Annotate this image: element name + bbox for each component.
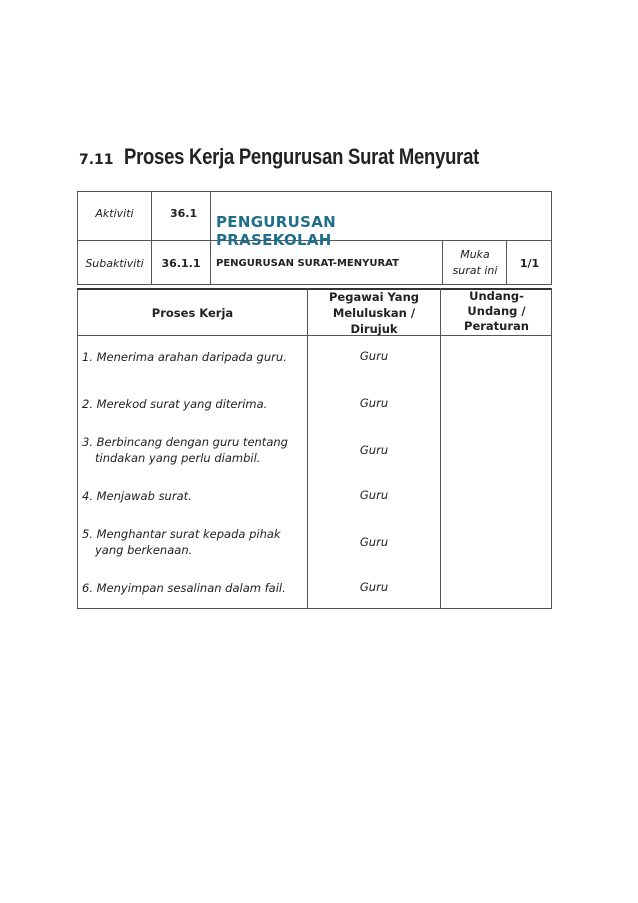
- section-title: Proses Kerja Pengurusan Surat Menyurat: [123, 144, 479, 169]
- step-officer: Guru: [359, 396, 389, 410]
- process-step: [82, 526, 304, 558]
- subaktiviti-name: PENGURUSAN SURAT-MENYURAT: [216, 257, 399, 269]
- process-step-text: 5. Menghantar surat kepada pihak: [82, 527, 281, 541]
- process-step-text: 1. Menerima arahan daripada guru.: [82, 350, 287, 364]
- process-step-text: 3. Berbincang dengan guru tentang: [82, 435, 288, 449]
- col-pegawai: Pegawai Yang Meluluskan / Dirujuk: [328, 289, 419, 336]
- subaktiviti-label: Subaktiviti: [85, 256, 144, 270]
- aktiviti-name: PENGURUSAN PRASEKOLAH: [216, 213, 336, 249]
- muka-surat-value: 1/1: [519, 256, 540, 270]
- aktiviti-label: Aktiviti: [95, 206, 134, 220]
- process-step: [82, 396, 304, 412]
- step-officer: Guru: [359, 443, 389, 457]
- step-officer: Guru: [359, 535, 389, 549]
- process-step: [82, 349, 304, 365]
- process-step-text-cont: tindakan yang perlu diambil.: [95, 451, 261, 465]
- process-step: [82, 488, 304, 504]
- step-officer: Guru: [359, 488, 389, 502]
- process-step: [82, 434, 304, 466]
- process-step-text: 6. Menyimpan sesalinan dalam fail.: [82, 581, 286, 595]
- subaktiviti-code: 36.1.1: [161, 256, 201, 270]
- aktiviti-code: 36.1: [170, 206, 198, 220]
- process-step-text: 2. Merekod surat yang diterima.: [82, 397, 268, 411]
- section-heading: [79, 144, 546, 178]
- col-proses-kerja: Proses Kerja: [151, 305, 234, 320]
- col-undang-undang: Undang-Undang / Peraturan: [464, 289, 529, 333]
- section-number: 7.11: [79, 152, 114, 168]
- header-col-divider-3: [442, 240, 443, 285]
- step-officer: Guru: [359, 349, 389, 363]
- process-step-text: 4. Menjawab surat.: [82, 489, 192, 503]
- process-col-divider-2: [440, 288, 441, 609]
- muka-surat-label: Muka surat ini: [452, 248, 498, 277]
- step-officer: Guru: [359, 580, 389, 594]
- header-col-divider-2: [210, 191, 211, 285]
- process-step: [82, 580, 304, 596]
- process-step-text-cont: yang berkenaan.: [95, 543, 193, 557]
